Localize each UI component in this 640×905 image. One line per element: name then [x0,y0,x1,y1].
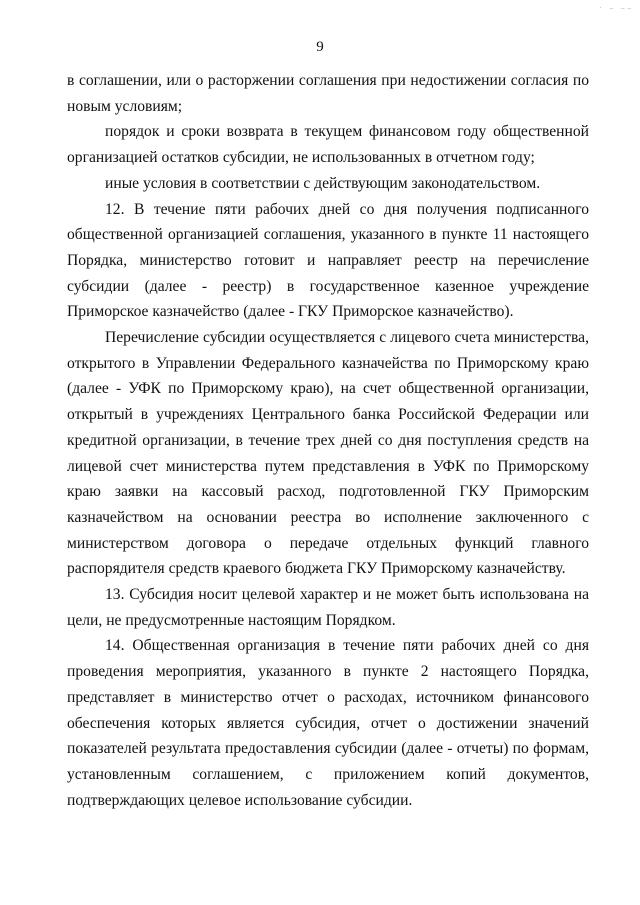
page-number: 9 [316,39,324,55]
paragraph-item-12: 12. В течение пяти рабочих дней со дня получения подписанного общественной организацией соглашения, указанного в пункте 11 настоящего Порядка, министерство готовит и направляет реестр на перечисление субсидии (далее - реестр) в государственное казенное учреждение Приморское казначейство (далее - ГКУ Приморское казначейство). [67,200,589,321]
paragraph-return-procedure: порядок и сроки возврата в текущем финансовом году общественной организацией остатков субсидии, не использованных в отчетном году; [67,123,589,167]
paragraph-item-13: 13. Субсидия носит целевой характер и не может быть использована на цели, не предусмотренные настоящим Порядком. [67,586,589,629]
paragraph-other-conditions: иные условия в соответствии с действующим законодательством. [105,174,541,192]
body-text [67,68,589,813]
corner-mark: · ‒ ‒‒ [599,4,634,12]
paragraph-item-14: 14. Общественная организация в течение пяти рабочих дней со дня проведения мероприятия, указанного в пункте 2 настоящего Порядка, представляет в министерство отчет о расходах, источником финансового обеспечения которых является субсидия, отчет о достижении значений показателей результата предоставления субсидии (далее - отчеты) по формам, установленным соглашением, с приложением копий документов, подтверждающих целевое использование субсидии. [67,637,589,809]
paragraph-agreement-termination: в соглашении, или о расторжении соглашения при недостижении согласия по новым условиям; [67,72,589,115]
paragraph-subsidy-transfer: Перечисление субсидии осуществляется с лицевого счета министерства, открытого в Управлении Федерального казначейства по Приморскому краю (далее - УФК по Приморскому краю), на счет общественной организации, открытый в учреждениях Центрального банка Российской Федерации или кредитной организации, в течение трех дней со дня поступления средств на лицевой счет министерства путем представления в УФК по Приморскому краю заявки на кассовый расход, подготовленной ГКУ Приморским казначейством на основании реестра во исполнение заключенного с министерством договора о передаче отдельных функций главного распорядителя средств краевого бюджета ГКУ Приморскому казначейству. [67,329,589,578]
